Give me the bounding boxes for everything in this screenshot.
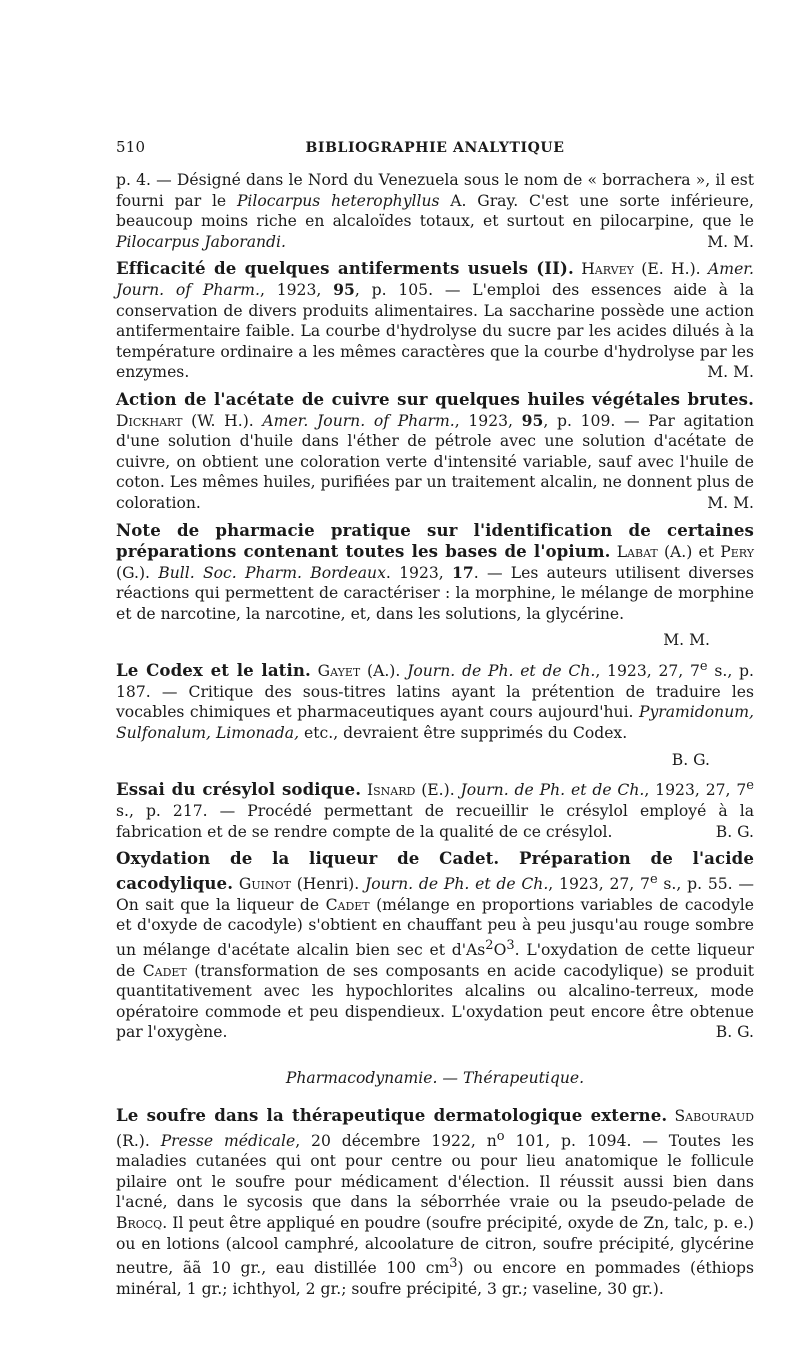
page-number: 510 [116, 138, 146, 156]
entry-continuation: p. 4. — Désigné dans le Nord du Venezuela sous le nom de « borrachera », il est fourni par le Pilocarpus heterophyllus A. Gray. C'est une sorte inférieure, beaucoup moins riche en alcaloïdes totaux, et surtout en pilocarpine, que le Pilocarpus Jaborandi. M. M. [116, 171, 754, 251]
entry-title: Note de pharmacie pratique sur l'identification de certaines préparations contenant toutes les bases de l'opium. [116, 519, 754, 562]
author: Dickhart [116, 411, 183, 430]
signature: M. M. [663, 631, 710, 650]
entry-cadet: Oxydation de la liqueur de Cadet. Préparation de l'acide cacodylique. Guinot (Henri). Journ. de Ph. et de Ch., 1923, 27, 7e s., p. 55. — On sait que la liqueur de Cadet (mélange en proportions variables de cacodyle et d'oxyde de cacodyle) s'obtient en chauffant peu à peu jusqu'au rouge sombre un mélange d'acétate alcalin bien sec et $d'As^2O^3$. L'oxydation de cette liqueur de Cadet (transformation de ses composants en acide cacodylique) se produit quantitativement avec les hypochlorites alcalins ou alcalino-terreux, mode opératoire commode et peu dispendieux. L'oxydation peut encore être obtenue par l'oxygène. B. G. [116, 848, 755, 1042]
entry-acetate-cuivre: Action de l'acétate de cuivre sur quelques huiles végétales brutes. Dickhart (W. H.). Amer. Journ. of Pharm., 1923, 95, p. 109. — Par agitation d'une solution d'huile dans l'éther de pétrole avec une solution d'acétate de cuivre, on obtient une coloration verte d'intensité variable, sauf avec l'huile de coton. Les mêmes huiles, purifiées par un traitement alcalin, ne donnent plus de coloration. M. M. [116, 388, 754, 512]
author: Labat [616, 543, 658, 562]
journal: Bull. Soc. Pharm. Bordeaux [158, 563, 386, 582]
section-heading: Pharmacodynamie. — Thérapeutique. [285, 1068, 585, 1087]
signature: M. M. [707, 493, 754, 512]
author: Gayet [317, 662, 361, 681]
signature: M. M. [707, 232, 754, 251]
entry-title: Oxydation de la liqueur de Cadet. Préparation de l'acide cacodylique. [116, 848, 754, 893]
author: Guinot [238, 874, 291, 893]
entry-soufre: Le soufre dans la thérapeutique dermatologique externe. Sabouraud (R.). Presse médicale, 20 décembre 1922, $n^o$ 101, p. 1094. — Toutes les maladies cutanées qui ont pour centre ou pour lieu anatomique le follicule pilaire ont le soufre pour médicament d'élection. Il réussit aussi bien dans l'acné, dans le sycosis que dans la séborrhée vraie ou la pseudo-pelade de Brocq. Il peut être appliqué en poudre (soufre précipité, oxyde de Zn, talc, p. e.) ou en lotions (alcool camphré, alcoolature de citron, soufre précipité, glycérine neutre, ãã 10 gr., eau distillée 100 $cm^3$) ou encore en pommades (éthiops minéral, 1 gr.; ichthyol, 2 gr.; soufre précipité, 3 gr.; vaseline, 30 gr.). [116, 1104, 754, 1299]
entry-antiferments: Efficacité de quelques antiferments usuels (II). Harvey (E. H.). Amer. Journ. of Pharm., 1923, 95, p. 105. — L'emploi des essences aide à la conservation de divers produits alimentaires. La saccharine possède une action antifermentaire faible. La courbe d'hydrolyse du sucre par les acides dilués à la température ordinaire a les mêmes caractères que la courbe d'hydrolyse par les enzymes. M. M. [116, 258, 754, 382]
document-page [116, 138, 754, 1300]
author: Harvey [581, 260, 634, 279]
journal: Amer. Journ. of Pharm. [116, 260, 754, 299]
signature: B. G. [715, 1023, 754, 1042]
running-header [116, 138, 754, 156]
journal: Journ. de Ph. et de Ch. [460, 781, 645, 800]
signature: B. G. [671, 750, 710, 769]
journal: Journ. de Ph. et de Ch. [407, 662, 596, 681]
entry-opium: Note de pharmacie pratique sur l'identification de certaines préparations contenant toutes les bases de l'opium. Labat (A.) et Pery (G.). Bull. Soc. Pharm. Bordeaux. 1923, 17. — Les auteurs utilisent diverses réactions qui permettent de caractériser : la morphine, le mélange de morphine et de narcotine, la narcotine, et, dans les solutions, la glycérine. [116, 519, 755, 623]
signature: B. G. [715, 822, 754, 841]
journal: Amer. Journ. of Pharm. [262, 411, 455, 430]
entry-title: Le Codex et le latin. [116, 660, 311, 681]
author: Isnard [366, 781, 416, 800]
running-title: BIBLIOGRAPHIE ANALYTIQUE [305, 140, 565, 156]
author: Pery [720, 543, 754, 562]
entry-title: Le soufre dans la thérapeutique dermatologique externe. [116, 1104, 668, 1125]
journal: Presse médicale [160, 1131, 296, 1150]
journal: Journ. de Ph. et de Ch. [364, 874, 549, 893]
entry-title: Efficacité de quelques antiferments usuels (II). [116, 258, 574, 279]
entry-title: Essai du crésylol sodique. [116, 779, 362, 800]
signature: M. M. [707, 363, 754, 382]
entry-codex-latin: Le Codex et le latin. Gayet (A.). Journ. de Ph. et de Ch., 1923, 27, 7e s., p. 187. — Critique des sous-titres latins ayant la prétention de traduire les vocables chimiques et pharmaceutiques ayant cours aujourd'hui. Pyramidonum, Sulfonalum, Limonada, etc., devraient être supprimés du Codex. [116, 659, 754, 743]
entry-cresylol: Essai du crésylol sodique. Isnard (E.). Journ. de Ph. et de Ch., 1923, 27, 7e s., p. 217. — Procédé permettant de recueillir le crésylol employé à la fabrication et de se rendre compte de la qualité de ce crésylol. B. G. [116, 778, 754, 841]
entry-title: Action de l'acétate de cuivre sur quelques huiles végétales brutes. [116, 388, 754, 409]
author: Sabouraud [674, 1106, 754, 1125]
